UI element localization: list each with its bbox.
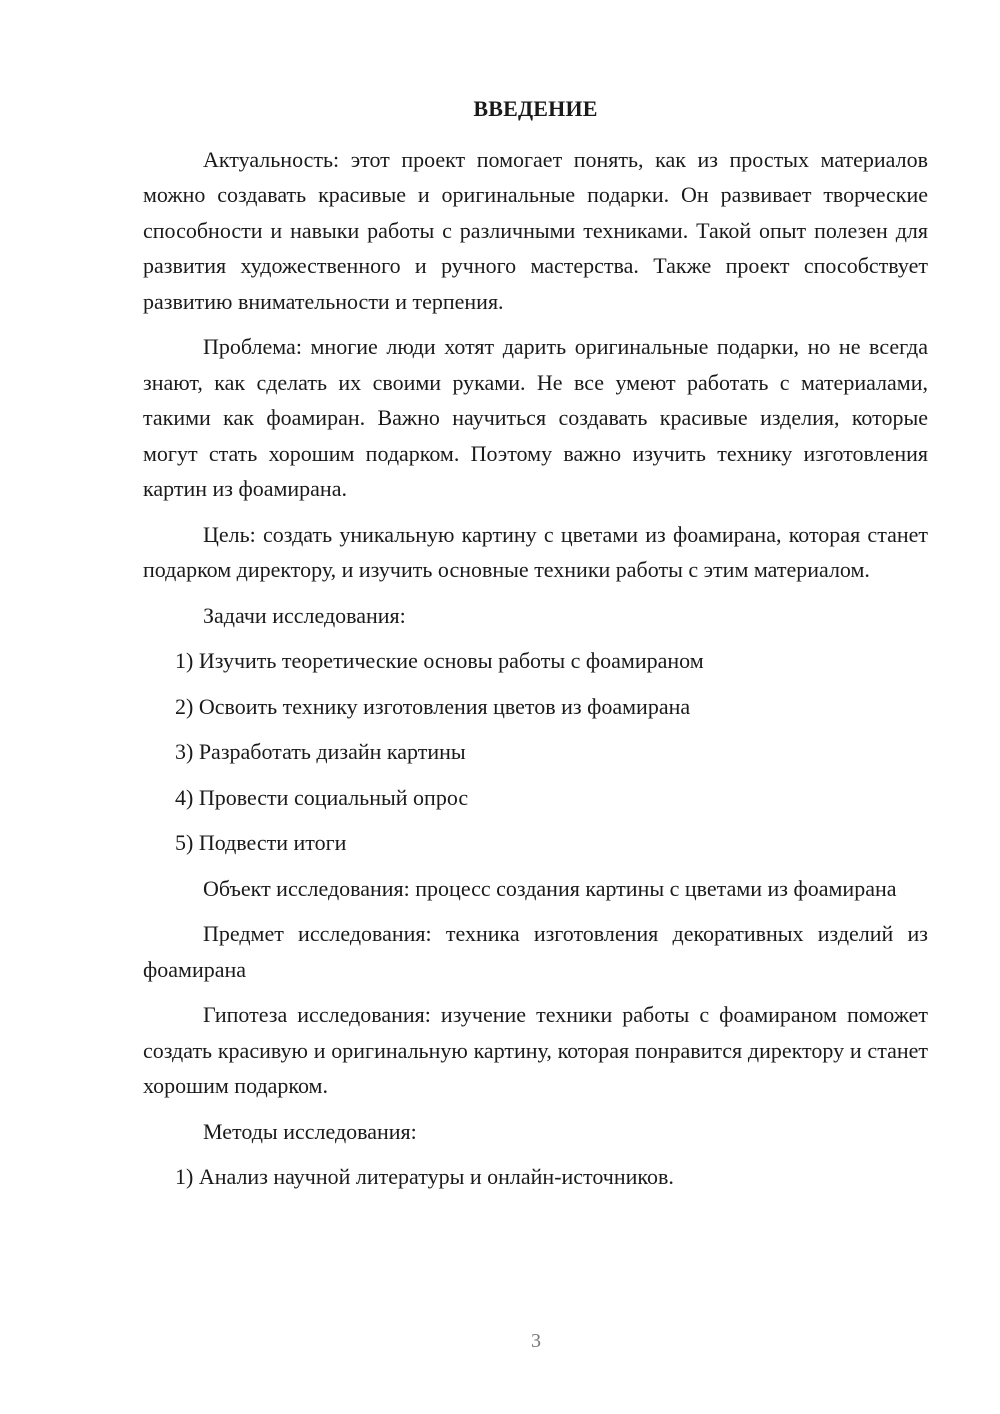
list-item: 4) Провести социальный опрос: [175, 784, 469, 810]
subject-paragraph: Предмет исследования: техника изготовления декоративных изделий из фоамирана: [143, 921, 928, 982]
page-number: 3: [531, 1330, 541, 1352]
list-item: 1) Изучить теоретические основы работы с фоамираном: [175, 648, 704, 673]
methods-list: [143, 1159, 928, 1195]
section-title: ВВЕДЕНИЕ: [473, 96, 598, 121]
list-item: 3) Разработать дизайн картины: [175, 739, 466, 764]
relevance-paragraph: Актуальность: этот проект помогает понять, как из простых материалов можно создавать красивые и оригинальные подарки. Он развивает творческие способности и навыки работы с различными техниками. Такой опыт полезен для развития художественного и ручного мастерства. Также проект способствует развитию внимательности и терпения.: [143, 146, 928, 314]
goal-paragraph: Цель: создать уникальную картину с цветами из фоамирана, которая станет подарком директору, и изучить основные техники работы с этим материалом.: [143, 521, 928, 582]
list-item: 2) Освоить технику изготовления цветов из фоамирана: [175, 693, 691, 719]
list-item: 1) Анализ научной литературы и онлайн-источников.: [175, 1164, 674, 1189]
object-paragraph: Объект исследования: процесс создания картины с цветами из фоамирана: [203, 875, 897, 901]
tasks-heading: Задачи исследования:: [203, 602, 406, 628]
list-item: 5) Подвести итоги: [175, 830, 347, 855]
methods-heading: Методы исследования:: [203, 1118, 417, 1144]
hypothesis-paragraph: Гипотеза исследования: изучение техники работы с фоамираном поможет создать красивую и оригинальную картину, которая понравится директору и станет хорошим подарком.: [143, 1002, 928, 1098]
problem-paragraph: Проблема: многие люди хотят дарить оригинальные подарки, но не всегда знают, как сделать их своими руками. Не все умеют работать с материалами, такими как фоамиран. Важно научиться создавать красивые изделия, которые могут стать хорошим подарком. Поэтому важно изучить технику изготовления картин из фоамирана.: [143, 334, 928, 501]
page-content: [143, 91, 928, 1205]
tasks-list: [143, 643, 928, 861]
